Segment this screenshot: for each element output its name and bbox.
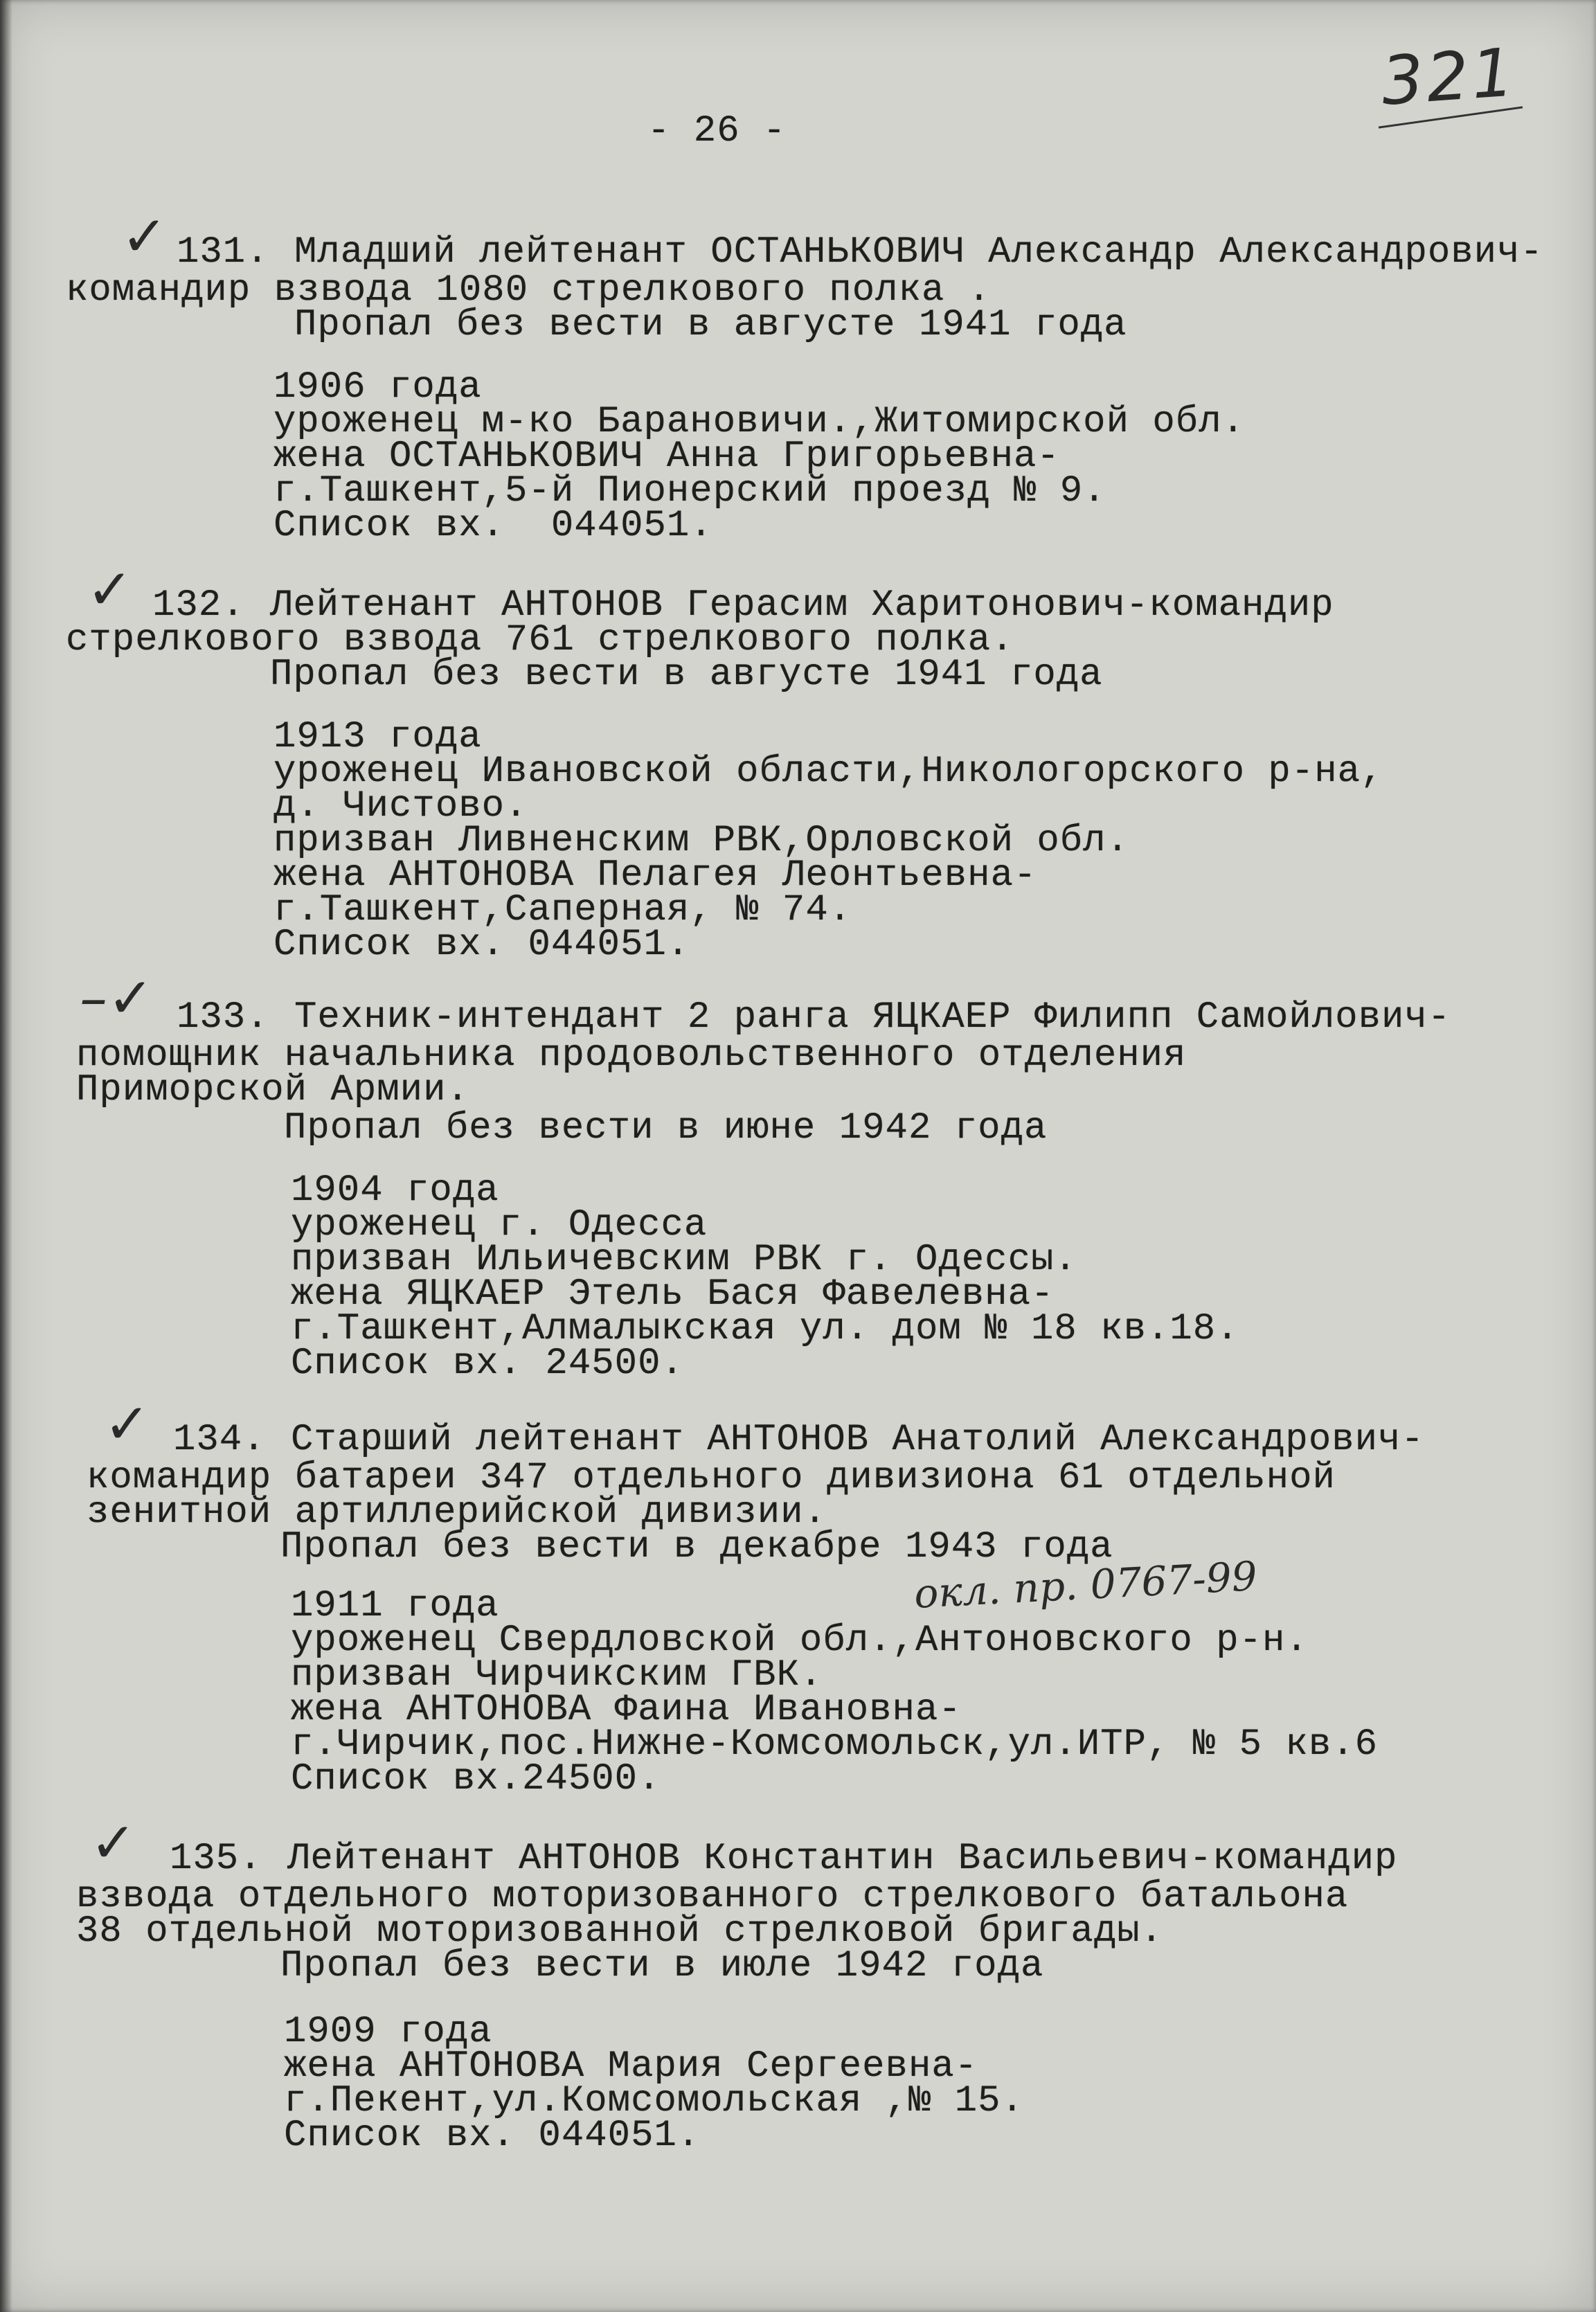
entry-detail: г.Пекент,ул.Комсомольская ,№ 15. xyxy=(284,2080,1024,2122)
entry-title-continued: командир батареи 347 отдельного дивизиона 61 отдельной xyxy=(87,1457,1336,1499)
entry-detail: г.Чирчик,пос.Нижне-Комсомольск,ул.ИТР, № 5 кв.6 xyxy=(291,1723,1379,1766)
entry-title-continued: Приморской Армии. xyxy=(76,1069,469,1111)
entry-title-continued: стрелкового взвода 761 стрелкового полка. xyxy=(66,619,1014,661)
entry-detail: Список вх. 044051. xyxy=(284,2115,701,2157)
entry-title: Лейтенант АНТОНОВ Герасим Харитонович-командир xyxy=(270,584,1334,627)
entry-birth-year: 1913 года xyxy=(274,716,482,758)
folio-number: 321 xyxy=(1379,33,1519,120)
checkmark-icon: ✓ xyxy=(104,1392,151,1456)
entry-title-continued: 38 отдельной моторизованной стрелковой бригады. xyxy=(76,1910,1164,1953)
entry-title-continued: помощник начальника продовольственного отделения xyxy=(76,1034,1187,1077)
entry-title-continued: зенитной артиллерийской дивизии. xyxy=(87,1491,827,1534)
entry-number: 135. xyxy=(170,1838,262,1880)
entry-missing-status: Пропал без вести в августе 1941 года xyxy=(294,304,1127,346)
entry-detail: Список вх. 044051. xyxy=(274,505,713,547)
entry-detail: жена ЯЦКАЕР Этель Бася Фавелевна- xyxy=(291,1273,1055,1316)
entry-title: Старший лейтенант АНТОНОВ Анатолий Александрович- xyxy=(291,1419,1424,1461)
entry-detail: Список вх.24500. xyxy=(291,1758,661,1800)
entry-number: 131. xyxy=(177,231,269,274)
entry-birth-year: 1906 года xyxy=(274,366,482,409)
checkmark-icon: ✓ xyxy=(87,557,134,622)
entry-missing-status: Пропал без вести в декабре 1943 года xyxy=(280,1526,1113,1568)
entry-detail: г.Ташкент,Саперная, № 74. xyxy=(274,889,852,931)
entry-title: Техник-интендант 2 ранга ЯЦКАЕР Филипп Самойлович- xyxy=(294,996,1451,1039)
entry-detail: жена АНТОНОВА Фаина Ивановна- xyxy=(291,1689,962,1731)
entry-title-continued: командир взвода 1080 стрелкового полка . xyxy=(66,269,992,312)
checkmark-icon: –✓ xyxy=(80,966,154,1030)
checkmark-icon: ✓ xyxy=(90,1811,137,1875)
entry-detail: уроженец Свердловской обл.,Антоновского р-н. xyxy=(291,1620,1309,1662)
entry-detail: г.Ташкент,5-й Пионерский проезд № 9. xyxy=(274,470,1106,512)
entry-birth-year: 1909 года xyxy=(284,2011,492,2053)
entry-title: Младший лейтенант ОСТАНЬКОВИЧ Александр Александрович- xyxy=(294,231,1543,274)
entry-missing-status: Пропал без вести в июле 1942 года xyxy=(280,1945,1044,1987)
entry-detail: Список вх. 24500. xyxy=(291,1343,684,1385)
entry-detail: призван Ливненским РВК,Орловской обл. xyxy=(274,820,1129,862)
handwritten-annotation: окл. пр. 0767-99 xyxy=(913,1552,1259,1617)
entry-detail: Список вх. 044051. xyxy=(274,924,690,966)
entry-birth-year: 1911 года xyxy=(291,1585,499,1627)
scan-edge-shadow xyxy=(0,0,12,2312)
entry-detail: жена АНТОНОВА Пелагея Леонтьевна- xyxy=(274,854,1037,897)
entry-title: Лейтенант АНТОНОВ Константин Васильевич-командир xyxy=(287,1838,1398,1880)
entry-number: 133. xyxy=(177,996,269,1039)
page-number: - 26 - xyxy=(647,110,787,152)
entry-birth-year: 1904 года xyxy=(291,1170,499,1212)
entry-missing-status: Пропал без вести в июне 1942 года xyxy=(284,1107,1048,1149)
entry-title-continued: взвода отдельного моторизованного стрелкового батальона xyxy=(76,1876,1349,1918)
entry-number: 134. xyxy=(173,1419,266,1461)
entry-number: 132. xyxy=(152,584,245,627)
entry-detail: призван Чирчикским ГВК. xyxy=(291,1654,823,1696)
entry-detail: д. Чистово. xyxy=(274,785,528,827)
entry-missing-status: Пропал без вести в августе 1941 года xyxy=(270,654,1103,696)
entry-detail: уроженец г. Одесса xyxy=(291,1204,708,1246)
entry-detail: г.Ташкент,Алмалыкская ул. дом № 18 кв.18. xyxy=(291,1308,1239,1350)
checkmark-icon: ✓ xyxy=(121,204,168,269)
entry-detail: уроженец м-ко Барановичи.,Житомирской обл. xyxy=(274,401,1246,443)
entry-detail: призван Ильичевским РВК г. Одессы. xyxy=(291,1239,1077,1281)
entry-detail: жена ОСТАНЬКОВИЧ Анна Григорьевна- xyxy=(274,436,1060,478)
entry-detail: жена АНТОНОВА Мария Сергеевна- xyxy=(284,2045,978,2088)
entry-detail: уроженец Ивановской области,Никологорского р-на, xyxy=(274,751,1384,793)
